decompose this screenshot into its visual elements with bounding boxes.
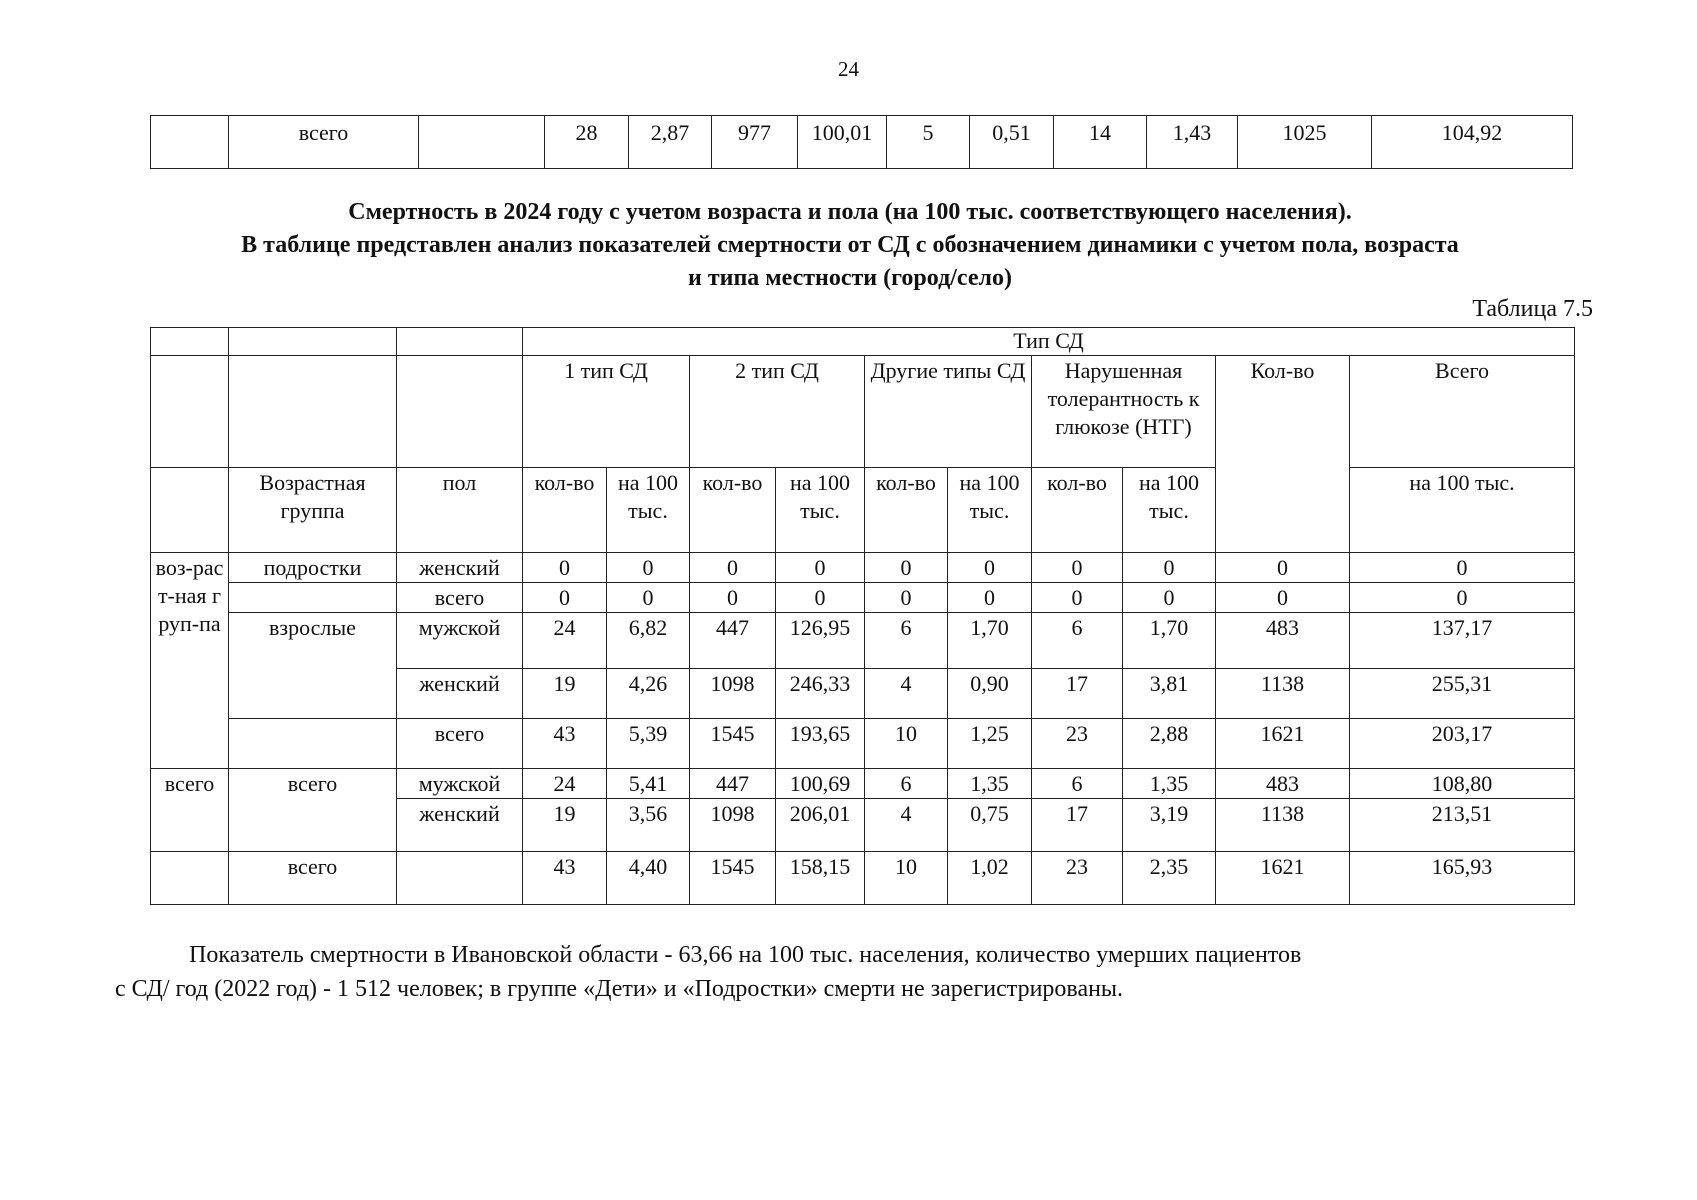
mortality-table xyxy=(150,327,1575,905)
value-cell: 1,35 xyxy=(948,769,1032,799)
value-cell: 4,26 xyxy=(607,669,690,719)
value-cell: 6 xyxy=(865,769,948,799)
table-row xyxy=(151,583,1575,613)
value-cell: 1,70 xyxy=(1123,613,1216,669)
header-type1: 1 тип СД xyxy=(523,356,690,468)
age-group-cell xyxy=(229,719,397,769)
age-group-cell xyxy=(229,583,397,613)
table-row xyxy=(151,468,1575,553)
sex-cell: всего xyxy=(397,583,523,613)
value-cell: 2,35 xyxy=(1123,852,1216,905)
sex-cell: всего xyxy=(397,719,523,769)
value-cell: 0 xyxy=(948,583,1032,613)
value-cell: 5,41 xyxy=(607,769,690,799)
value-cell: 158,15 xyxy=(776,852,865,905)
age-group-cell: всего xyxy=(229,769,397,852)
table-cell xyxy=(151,468,229,553)
table-caption: Таблица 7.5 xyxy=(1472,296,1593,322)
value-cell: 1621 xyxy=(1216,719,1350,769)
table-cell: 14 xyxy=(1054,116,1147,169)
value-cell: 4 xyxy=(865,669,948,719)
heading-line: В таблице представлен анализ показателей смертности от СД с обозначением динамики с учетом пола, возраста xyxy=(241,232,1459,258)
value-cell: 126,95 xyxy=(776,613,865,669)
value-cell: 137,17 xyxy=(1350,613,1575,669)
value-cell: 1545 xyxy=(690,852,776,905)
table-row xyxy=(151,328,1575,356)
age-group-cell: всего xyxy=(229,852,397,905)
value-cell: 0 xyxy=(776,553,865,583)
heading-line: Смертность в 2024 году с учетом возраста и пола (на 100 тыс. соответствующего населения). xyxy=(348,199,1352,225)
value-cell: 0 xyxy=(1123,553,1216,583)
value-cell: 0 xyxy=(1123,583,1216,613)
sex-cell: женский xyxy=(397,669,523,719)
value-cell: 0,75 xyxy=(948,799,1032,852)
value-cell: 1,35 xyxy=(1123,769,1216,799)
value-cell: 1,02 xyxy=(948,852,1032,905)
value-cell: 3,81 xyxy=(1123,669,1216,719)
value-cell: 100,69 xyxy=(776,769,865,799)
value-cell: 2,88 xyxy=(1123,719,1216,769)
value-cell: 206,01 xyxy=(776,799,865,852)
header-total-rate: на 100 тыс. xyxy=(1350,468,1575,553)
sex-cell: мужской xyxy=(397,613,523,669)
table-cell: 28 xyxy=(545,116,629,169)
header-ntg: Нарушенная толерантность к глюкозе (НТГ) xyxy=(1032,356,1216,468)
value-cell: 43 xyxy=(523,719,607,769)
header-t2-count: кол-во xyxy=(690,468,776,553)
value-cell: 5,39 xyxy=(607,719,690,769)
value-cell: 1098 xyxy=(690,669,776,719)
value-cell: 23 xyxy=(1032,719,1123,769)
value-cell: 0 xyxy=(865,583,948,613)
table-cell: 104,92 xyxy=(1372,116,1573,169)
value-cell: 0 xyxy=(1216,583,1350,613)
value-cell: 0 xyxy=(523,583,607,613)
value-cell: 1138 xyxy=(1216,669,1350,719)
header-t1-rate: на 100 тыс. xyxy=(607,468,690,553)
value-cell: 447 xyxy=(690,613,776,669)
header-type-sd: Тип СД xyxy=(523,328,1575,356)
value-cell: 108,80 xyxy=(1350,769,1575,799)
value-cell: 0 xyxy=(865,553,948,583)
value-cell: 203,17 xyxy=(1350,719,1575,769)
table-cell xyxy=(151,328,229,356)
value-cell: 0 xyxy=(1032,583,1123,613)
value-cell: 4 xyxy=(865,799,948,852)
heading-line: и типа местности (город/село) xyxy=(688,265,1012,291)
value-cell: 0 xyxy=(776,583,865,613)
table-row xyxy=(151,852,1575,905)
value-cell: 43 xyxy=(523,852,607,905)
value-cell: 3,19 xyxy=(1123,799,1216,852)
table-row xyxy=(151,613,1575,669)
value-cell: 0 xyxy=(1216,553,1350,583)
header-age-group: Возрастная группа xyxy=(229,468,397,553)
header-count: Кол-во xyxy=(1216,356,1350,553)
table-cell: всего xyxy=(229,116,419,169)
row-label-age: воз-раст-ная груп-па xyxy=(151,553,229,769)
value-cell: 165,93 xyxy=(1350,852,1575,905)
table-cell: 0,51 xyxy=(970,116,1054,169)
value-cell: 6 xyxy=(865,613,948,669)
value-cell: 483 xyxy=(1216,769,1350,799)
table-row xyxy=(151,356,1575,468)
table-cell xyxy=(397,328,523,356)
previous-table-total-row xyxy=(150,115,1573,169)
header-t2-rate: на 100 тыс. xyxy=(776,468,865,553)
table-cell xyxy=(229,328,397,356)
value-cell: 17 xyxy=(1032,799,1123,852)
age-group-cell: взрослые xyxy=(229,613,397,719)
table-row xyxy=(151,553,1575,583)
paragraph-line: с СД/ год (2022 год) - 1 512 человек; в группе «Дети» и «Подростки» смерти не зарегистрированы. xyxy=(115,976,1124,1002)
value-cell: 1545 xyxy=(690,719,776,769)
header-sex: пол xyxy=(397,468,523,553)
value-cell: 246,33 xyxy=(776,669,865,719)
value-cell: 0 xyxy=(690,553,776,583)
value-cell: 1,70 xyxy=(948,613,1032,669)
header-t1-count: кол-во xyxy=(523,468,607,553)
value-cell: 0 xyxy=(523,553,607,583)
value-cell: 0,90 xyxy=(948,669,1032,719)
value-cell: 0 xyxy=(607,583,690,613)
value-cell: 24 xyxy=(523,769,607,799)
value-cell: 6 xyxy=(1032,769,1123,799)
table-cell xyxy=(419,116,545,169)
value-cell: 255,31 xyxy=(1350,669,1575,719)
value-cell: 1621 xyxy=(1216,852,1350,905)
row-label-total: всего xyxy=(151,769,229,852)
table-cell: 1,43 xyxy=(1147,116,1238,169)
value-cell: 0 xyxy=(607,553,690,583)
value-cell: 0 xyxy=(1350,583,1575,613)
value-cell: 0 xyxy=(1032,553,1123,583)
sex-cell: женский xyxy=(397,799,523,852)
header-other-types: Другие типы СД xyxy=(865,356,1032,468)
body-paragraph xyxy=(115,938,1593,1006)
value-cell: 0 xyxy=(690,583,776,613)
value-cell: 4,40 xyxy=(607,852,690,905)
value-cell: 193,65 xyxy=(776,719,865,769)
value-cell: 0 xyxy=(1350,553,1575,583)
value-cell: 6,82 xyxy=(607,613,690,669)
table-row xyxy=(151,116,1573,169)
paragraph-line: Показатель смертности в Ивановской области - 63,66 на 100 тыс. населения, количество умерших пациентов xyxy=(189,942,1302,968)
table-row xyxy=(151,719,1575,769)
sex-cell xyxy=(397,852,523,905)
table-cell: 977 xyxy=(712,116,798,169)
header-ntg-rate: на 100 тыс. xyxy=(1123,468,1216,553)
header-oth-rate: на 100 тыс. xyxy=(948,468,1032,553)
value-cell: 17 xyxy=(1032,669,1123,719)
table-cell xyxy=(151,116,229,169)
header-oth-count: кол-во xyxy=(865,468,948,553)
sex-cell: мужской xyxy=(397,769,523,799)
header-ntg-count: кол-во xyxy=(1032,468,1123,553)
table-cell xyxy=(397,356,523,468)
age-group-cell: подростки xyxy=(229,553,397,583)
value-cell: 19 xyxy=(523,799,607,852)
table-cell: 100,01 xyxy=(798,116,887,169)
value-cell: 1,25 xyxy=(948,719,1032,769)
table-cell xyxy=(151,356,229,468)
value-cell: 213,51 xyxy=(1350,799,1575,852)
value-cell: 3,56 xyxy=(607,799,690,852)
table-cell xyxy=(229,356,397,468)
value-cell: 1098 xyxy=(690,799,776,852)
table-cell: 5 xyxy=(887,116,970,169)
value-cell: 447 xyxy=(690,769,776,799)
value-cell: 24 xyxy=(523,613,607,669)
header-type2: 2 тип СД xyxy=(690,356,865,468)
table-cell: 2,87 xyxy=(629,116,712,169)
value-cell: 10 xyxy=(865,852,948,905)
sex-cell: женский xyxy=(397,553,523,583)
table-row xyxy=(151,769,1575,799)
header-total: Всего xyxy=(1350,356,1575,468)
value-cell: 0 xyxy=(948,553,1032,583)
value-cell: 19 xyxy=(523,669,607,719)
table-cell: 1025 xyxy=(1238,116,1372,169)
value-cell: 1138 xyxy=(1216,799,1350,852)
value-cell: 23 xyxy=(1032,852,1123,905)
section-heading xyxy=(110,196,1590,295)
value-cell: 483 xyxy=(1216,613,1350,669)
value-cell: 6 xyxy=(1032,613,1123,669)
page-number: 24 xyxy=(838,57,859,81)
value-cell: 10 xyxy=(865,719,948,769)
table-cell xyxy=(151,852,229,905)
